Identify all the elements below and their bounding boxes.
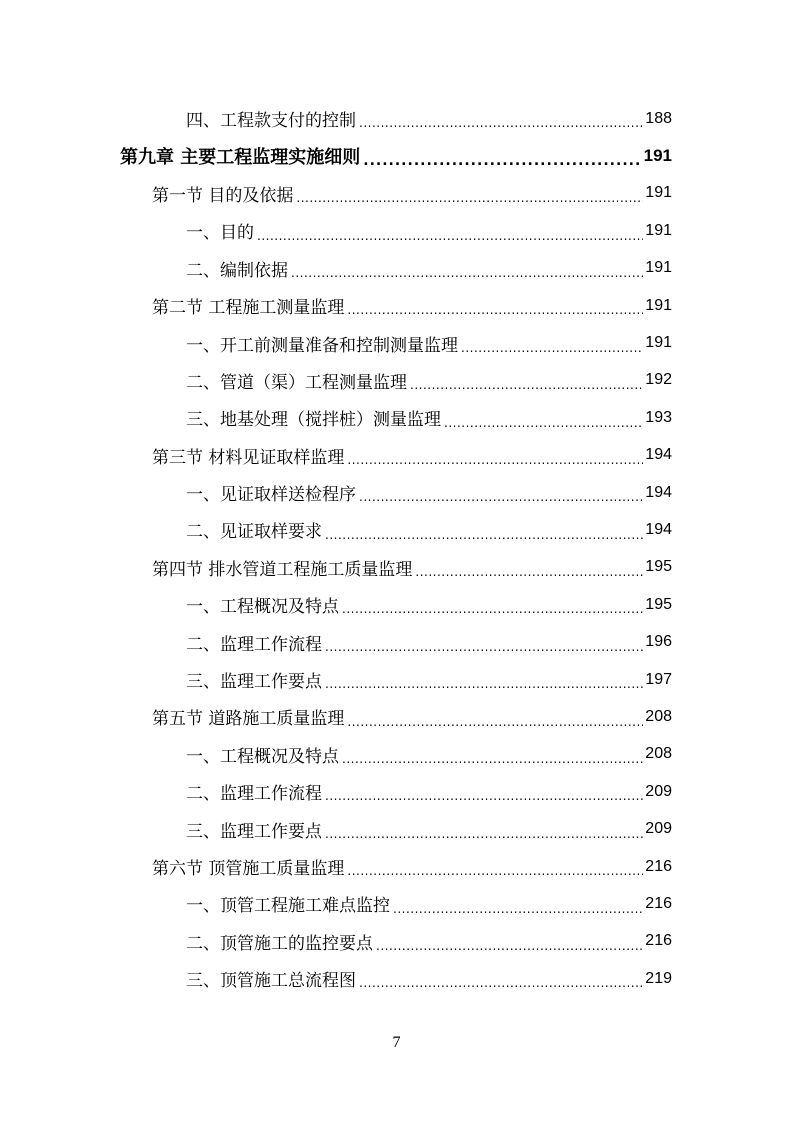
- toc-dot-leader: [347, 865, 643, 885]
- toc-entry-page: 216: [645, 857, 672, 875]
- toc-subsection-entry[interactable]: [0, 923, 793, 960]
- toc-entry-title: 第九章 主要工程监理实施细则: [120, 147, 361, 169]
- toc-entry-page: 194: [645, 483, 672, 501]
- page-number: 7: [392, 1034, 401, 1051]
- toc-dot-leader: [359, 491, 643, 511]
- toc-section-entry[interactable]: [0, 287, 793, 324]
- toc-subsection-entry[interactable]: [0, 661, 793, 698]
- toc-entry-page: 191: [645, 259, 672, 277]
- toc-dot-leader: [359, 117, 643, 137]
- toc-subsection-entry[interactable]: [0, 736, 793, 773]
- toc-entry-page: 193: [645, 408, 672, 426]
- toc-subsection-entry[interactable]: [0, 586, 793, 623]
- toc-entry-title: 二、监理工作流程: [186, 634, 322, 655]
- toc-subsection-entry[interactable]: [0, 100, 793, 137]
- toc-chapter-entry[interactable]: [0, 137, 793, 174]
- toc-section-entry[interactable]: [0, 437, 793, 474]
- toc-entry-title: 二、监理工作流程: [186, 784, 322, 805]
- toc-section-entry[interactable]: [0, 848, 793, 885]
- toc-entry-page: 191: [645, 296, 672, 314]
- toc-dot-leader: [363, 155, 641, 175]
- toc-subsection-entry[interactable]: [0, 324, 793, 361]
- toc-dot-leader: [359, 977, 643, 997]
- toc-entry-page: 208: [645, 707, 672, 725]
- toc-dot-leader: [461, 342, 643, 362]
- toc-dot-leader: [325, 678, 643, 698]
- toc-entry-title: 三、顶管施工总流程图: [186, 971, 356, 992]
- toc-subsection-entry[interactable]: [0, 474, 793, 511]
- toc-entry-title: 一、工程概况及特点: [186, 746, 339, 767]
- toc-entry-page: 195: [645, 595, 672, 613]
- toc-entry-page: 209: [645, 782, 672, 800]
- toc-entry-title: 第四节 排水管道工程施工质量监理: [152, 559, 413, 580]
- table-of-contents: [0, 100, 793, 997]
- toc-subsection-entry[interactable]: [0, 885, 793, 922]
- toc-dot-leader: [296, 192, 643, 212]
- toc-subsection-entry[interactable]: [0, 511, 793, 548]
- toc-entry-title: 第二节 工程施工测量监理: [152, 298, 345, 319]
- toc-dot-leader: [347, 716, 643, 736]
- toc-dot-leader: [325, 828, 643, 848]
- toc-entry-page: 191: [645, 334, 672, 352]
- toc-entry-title: 二、编制依据: [186, 260, 288, 281]
- toc-dot-leader: [415, 566, 643, 586]
- toc-dot-leader: [410, 379, 643, 399]
- toc-subsection-entry[interactable]: [0, 623, 793, 660]
- toc-subsection-entry[interactable]: [0, 362, 793, 399]
- toc-entry-page: 191: [643, 146, 672, 166]
- toc-entry-page: 191: [645, 221, 672, 239]
- toc-dot-leader: [393, 903, 643, 923]
- toc-subsection-entry[interactable]: [0, 773, 793, 810]
- toc-entry-title: 三、地基处理（搅拌桩）测量监理: [186, 410, 441, 431]
- toc-entry-title: 第六节 顶管施工质量监理: [152, 859, 345, 879]
- toc-entry-page: 194: [645, 446, 672, 464]
- toc-entry-page: 188: [645, 109, 672, 127]
- toc-dot-leader: [342, 753, 643, 773]
- toc-subsection-entry[interactable]: [0, 212, 793, 249]
- toc-dot-leader: [347, 454, 643, 474]
- toc-entry-page: 216: [645, 932, 672, 950]
- toc-dot-leader: [444, 417, 643, 437]
- toc-entry-page: 192: [645, 371, 672, 389]
- toc-entry-title: 一、开工前测量准备和控制测量监理: [186, 335, 458, 356]
- toc-entry-title: 二、见证取样要求: [186, 522, 322, 543]
- toc-entry-title: 二、顶管施工的监控要点: [186, 933, 373, 954]
- toc-entry-page: 191: [645, 184, 672, 202]
- toc-entry-title: 一、目的: [186, 223, 254, 244]
- toc-subsection-entry[interactable]: [0, 399, 793, 436]
- toc-entry-title: 一、工程概况及特点: [186, 597, 339, 618]
- toc-subsection-entry[interactable]: [0, 250, 793, 287]
- toc-entry-title: 三、监理工作要点: [186, 821, 322, 842]
- toc-dot-leader: [325, 641, 643, 661]
- toc-dot-leader: [325, 529, 643, 549]
- toc-entry-page: 194: [645, 520, 672, 538]
- toc-entry-page: 197: [645, 670, 672, 688]
- toc-entry-title: 二、管道（渠）工程测量监理: [186, 372, 407, 393]
- toc-entry-page: 208: [645, 745, 672, 763]
- toc-subsection-entry[interactable]: [0, 810, 793, 847]
- toc-section-entry[interactable]: [0, 549, 793, 586]
- toc-section-entry[interactable]: [0, 175, 793, 212]
- toc-dot-leader: [257, 230, 643, 250]
- toc-entry-page: 195: [645, 558, 672, 576]
- toc-entry-title: 一、见证取样送检程序: [186, 485, 356, 506]
- toc-subsection-entry[interactable]: [0, 960, 793, 997]
- toc-entry-page: 216: [645, 894, 672, 912]
- toc-dot-leader: [342, 603, 643, 623]
- toc-entry-title: 第一节 目的及依据: [152, 185, 294, 206]
- toc-entry-page: 219: [645, 969, 672, 987]
- toc-entry-title: 第五节 道路施工质量监理: [152, 709, 345, 730]
- toc-dot-leader: [376, 940, 643, 960]
- toc-dot-leader: [325, 790, 643, 810]
- toc-section-entry[interactable]: [0, 698, 793, 735]
- toc-entry-title: 一、顶管工程施工难点监控: [186, 896, 390, 917]
- toc-dot-leader: [291, 267, 643, 287]
- toc-entry-title: 四、工程款支付的控制: [186, 111, 356, 132]
- toc-entry-page: 196: [645, 633, 672, 651]
- toc-entry-page: 209: [645, 820, 672, 838]
- toc-dot-leader: [347, 304, 643, 324]
- toc-entry-title: 第三节 材料见证取样监理: [152, 447, 345, 468]
- toc-entry-title: 三、监理工作要点: [186, 672, 322, 693]
